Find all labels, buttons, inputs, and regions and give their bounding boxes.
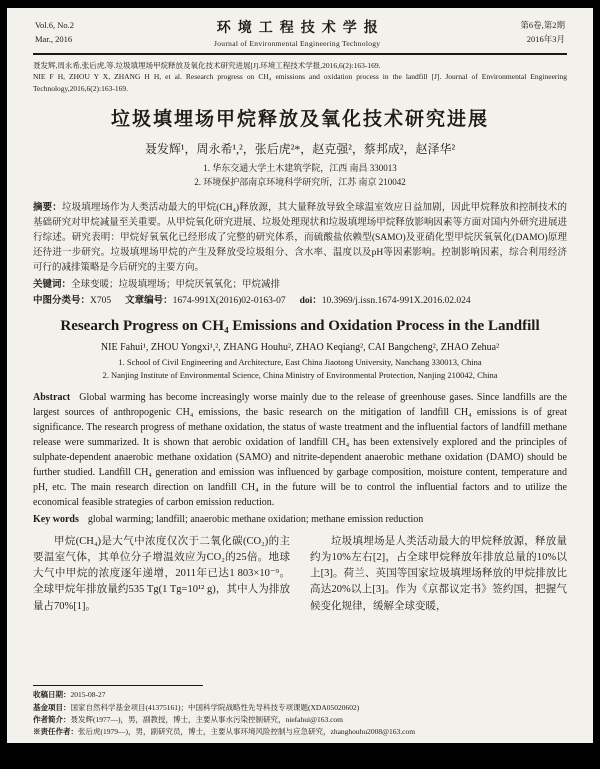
keywords-cn-line — [33, 278, 567, 292]
keywords-en-label: Key words — [33, 513, 79, 525]
footnote-divider — [33, 685, 203, 686]
corresponding-author-value: 张后虎(1979—)，男，副研究员，博士，主要从事环境风险控制与应急研究，zhanghouhu2008@163.com — [78, 726, 416, 736]
doi-value: 10.3969/j.issn.1674-991X.2016.02.024 — [321, 295, 471, 306]
volume-info-right — [520, 19, 565, 45]
keywords-en-text: global warming; landfill; anaerobic methane oxidation; methane emission reduction — [87, 513, 424, 525]
doi-label: doi： — [299, 295, 322, 306]
volume-number-cn: 第6卷,第2期 — [520, 20, 565, 31]
affiliations-en — [33, 356, 567, 382]
article-no-label: 文章编号： — [125, 295, 173, 306]
volume-info-left — [35, 19, 74, 45]
funding-line — [33, 702, 567, 714]
abstract-cn-label: 摘要： — [33, 202, 62, 213]
body-text-columns — [33, 534, 567, 632]
corresponding-author-label: ※责任作者： — [33, 726, 78, 736]
citation-block — [33, 60, 567, 94]
author-bio-line — [33, 714, 567, 726]
citation-cn: 聂发辉,周永希,张后虎,等.垃圾填埋场甲烷释放及氧化技术研究进展[J].环境工程技术学报,2016,6(2):163-169. — [33, 61, 381, 70]
author-bio-value: 聂发辉(1977—)，男，副教授，博士，主要从事水污染控制研究，niefahui@163.com — [70, 714, 344, 724]
keywords-cn-label: 关键词： — [33, 279, 72, 290]
journal-title-block — [74, 17, 520, 48]
journal-header — [33, 16, 567, 55]
affiliation-cn-2: 2. 环境保护部南京环境科学研究所，江苏 南京 210042 — [194, 176, 406, 187]
body-paragraph-right: 垃圾填埋场是人类活动最大的甲烷释放源，释放量约为10%左右[2]，占全球甲烷释放年排放总量的10%以上[3]。荷兰、英国等国家垃圾填埋场释放的甲烷排放比高达20%以上[3]。作为《京都议定书》签约国，把握气候变化规律，缓解全球变暖， — [310, 535, 567, 612]
clc-value: X705 — [90, 295, 112, 306]
abstract-cn-text: 垃圾填埋场作为人类活动最大的甲烷(CH₄)释放源，其大量释放导致全球温室效应日益加剧，因此甲烷释放和控制技术的基础研究对甲烷减量至关重要。从甲烷氧化研究进展、垃圾处理现状和垃圾填埋场甲烷释放影响因素等方面对国内外研究进展进行综述。研究表明：甲烷好氧氧化已经形成了完整的研究体系，而硫酸盐依赖型(SAMO)及亚硝化型甲烷厌氧氧化(DAMO)原理还待进一步研究。垃圾填埋场甲烷的产生及释放受垃圾组分、含水率、温度以及pH等因素影响。控制影响因素，综合利用经济可行的减排策略是今后研究的主要方向。 — [33, 202, 567, 273]
article-no-value: 1674-991X(2016)02-0163-07 — [172, 295, 286, 306]
funding-value: 国家自然科学基金项目(41375161)；中国科学院战略性先导科技专项课题(XDA05020602) — [70, 702, 360, 712]
article-title-en: Research Progress on CH₄ Emissions and Oxidation Process in the Landfill — [60, 318, 540, 335]
citation-en: NIE F H, ZHOU Y X, ZHANG H H, et al. Research progress on CH₄ emissions and oxidation process in the landfill [J]. Journal of Environmental Engineering Technology,2016,6(2):163-169. — [33, 72, 567, 93]
keywords-en-line — [33, 514, 567, 525]
issue-date-cn: 2016年3月 — [526, 33, 565, 44]
affiliation-en-1: 1. School of Civil Engineering and Architecture, East China Jiaotong University, Nanchang 330013, China — [118, 357, 482, 368]
received-date-value: 2015-08-27 — [70, 690, 106, 700]
abstract-en-label: Abstract — [33, 391, 71, 403]
authors-cn: 聂发辉¹，周永希¹,²，张后虎²*，赵克强²，蔡邦成²，赵泽华² — [144, 141, 456, 156]
abstract-en-section — [33, 390, 567, 510]
journal-name-en: Journal of Environmental Engineering Technology — [214, 39, 381, 48]
abstract-en-text: Global warming has become increasingly worse mainly due to the release of greenhouse gases. Since landfills are the largest sources of anthropogenic CH₄ emissions, the basic research on the mitigation of landfill CH₄ emissions is of great significance. The research progress of methane oxidation, the status of waste treatment and the influential factors of landfill methane release were summarized. It is shown that aerobic oxidation of landfill CH₄ has been extensively explored and the principles of sulphate-dependent anaerobic methane oxidation (SAMO) and nitrite-dependent anaerobic methane oxidation (DAMO) should be further studied. Landfill CH₄ generation and emission was influenced by garbage composition, moisture content, temperature and pH, etc. The main research direction on landfill CH₄ in the future will be to control the influential factors and to utilize the economical feasible strategies of carbon emission reduction. — [33, 391, 567, 508]
body-column-left — [33, 534, 290, 632]
journal-name-cn: 环境工程技术学报 — [216, 21, 385, 36]
authors-en: NIE Fahui¹, ZHOU Yongxi¹,², ZHANG Houhu², ZHAO Keqiang², CAI Bangcheng², ZHAO Zehua² — [100, 342, 500, 354]
paper-page — [7, 8, 593, 743]
keywords-cn-text: 全球变暖；垃圾填埋场；甲烷厌氧氧化；甲烷减排 — [71, 279, 281, 290]
received-date-label: 收稿日期： — [33, 690, 71, 700]
affiliation-cn-1: 1. 华东交通大学土木建筑学院，江西 南昌 330013 — [203, 162, 397, 173]
abstract-cn-section — [33, 201, 567, 276]
author-bio-label: 作者简介： — [33, 714, 71, 724]
volume-number-en: Vol.6, No.2 — [35, 20, 75, 31]
affiliation-en-2: 2. Nanjing Institute of Environmental Science, China Ministry of Environmental Protection, Nanjing 210042, China — [102, 369, 498, 380]
corresponding-author-line — [33, 726, 567, 738]
clc-label: 中图分类号： — [33, 295, 91, 306]
received-date-line — [33, 689, 567, 701]
body-paragraph-left: 甲烷(CH₄)是大气中浓度仅次于二氧化碳(CO₂)的主要温室气体，其单位分子增温效应为CO₂的25倍。地球大气中甲烷的浓度逐年递增，2011年已达1 803×10⁻⁹。全球甲烷年排放量约535 Tg(1 Tg=10¹² g)，其中人为排放量占70%[1]。 — [33, 535, 290, 612]
funding-label: 基金项目： — [33, 702, 71, 712]
affiliations-cn — [33, 162, 567, 190]
article-title-cn: 垃圾填埋场甲烷释放及氧化技术研究进展 — [110, 108, 489, 130]
classification-line — [33, 294, 567, 308]
footnotes-section — [33, 685, 567, 738]
body-column-right — [310, 534, 567, 632]
issue-date-en: Mar., 2016 — [35, 33, 73, 44]
